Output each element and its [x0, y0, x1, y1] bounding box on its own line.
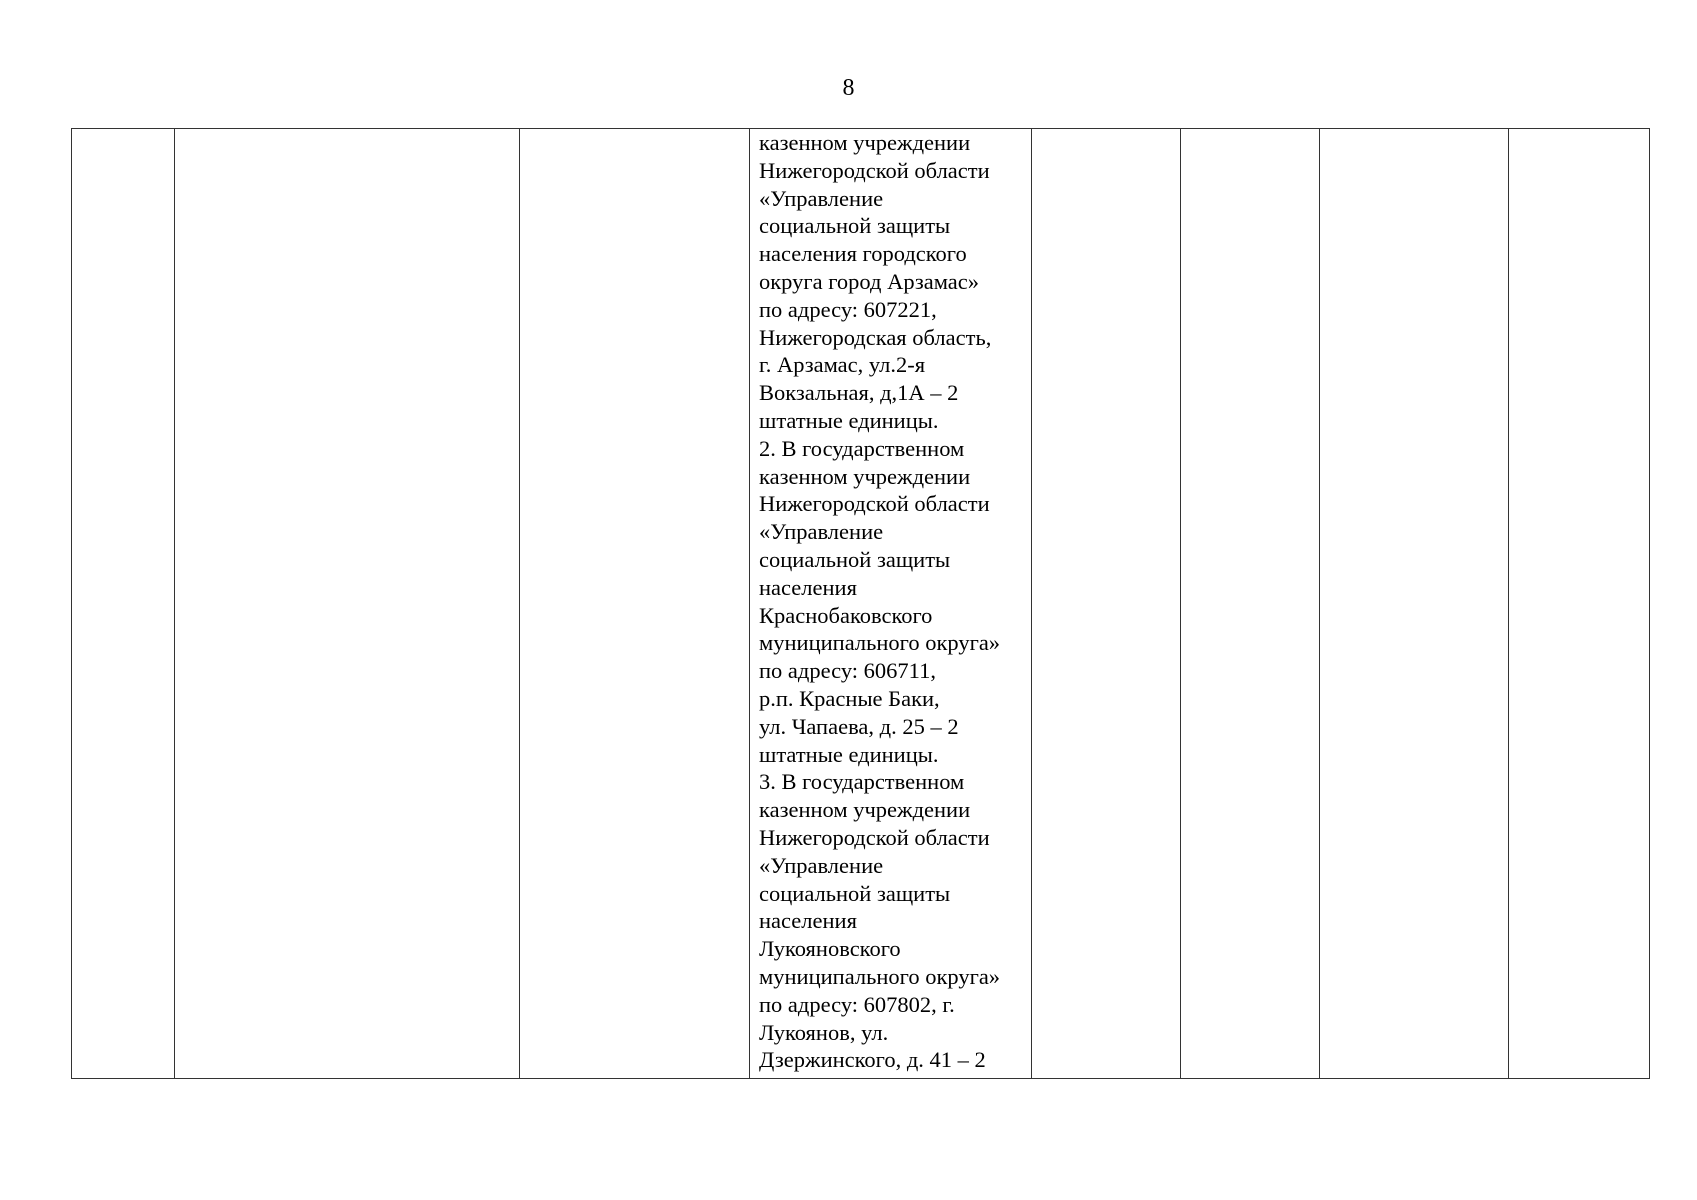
- document-table: [71, 128, 1650, 1079]
- text-line: муниципального округа»: [759, 963, 1001, 989]
- text-line: Нижегородской области: [759, 157, 990, 183]
- text-line: округа город Арзамас»: [759, 268, 980, 294]
- text-line: р.п. Красные Баки,: [759, 685, 940, 711]
- text-line: казенном учреждении: [759, 797, 971, 823]
- text-line: Нижегородская область,: [759, 324, 992, 350]
- text-line: Лукоянов, ул.: [759, 1019, 889, 1045]
- table-cell-col-3: [520, 129, 750, 1079]
- text-line: Нижегородской области: [759, 491, 990, 517]
- text-line: населения: [759, 908, 857, 934]
- text-line: социальной защиты: [759, 880, 951, 906]
- text-line: муниципального округа»: [759, 630, 1001, 656]
- text-line: социальной защиты: [759, 546, 951, 572]
- table-cell-col-7: [1320, 129, 1509, 1079]
- text-line: казенном учреждении: [759, 130, 971, 155]
- text-line: по адресу: 607802, г.: [759, 991, 955, 1017]
- table-cell-col-1: [72, 129, 175, 1079]
- table-row: [72, 129, 1650, 1079]
- text-line: казенном учреждении: [759, 463, 971, 489]
- text-line: штатные единицы.: [759, 741, 939, 767]
- text-line: Дзержинского, д. 41 – 2: [759, 1047, 986, 1073]
- text-line: «Управление: [759, 185, 884, 211]
- text-line: Краснобаковского: [759, 602, 933, 628]
- text-line: по адресу: 607221,: [759, 296, 937, 322]
- text-line: 2. В государственном: [759, 435, 965, 461]
- text-line: ул. Чапаева, д. 25 – 2: [759, 713, 959, 739]
- text-line: 3. В государственном: [759, 769, 965, 795]
- table-cell-col-2: [175, 129, 520, 1079]
- text-line: населения городского: [759, 241, 967, 267]
- text-line: Нижегородской области: [759, 824, 990, 850]
- text-line: «Управление: [759, 519, 884, 545]
- table-cell-col-6: [1181, 129, 1320, 1079]
- institution-description-text: [750, 129, 1031, 1074]
- text-line: Вокзальная, д,1А – 2: [759, 380, 959, 406]
- text-line: штатные единицы.: [759, 407, 939, 433]
- text-line: по адресу: 606711,: [759, 658, 936, 684]
- text-line: населения: [759, 574, 857, 600]
- table-cell-col-5: [1032, 129, 1181, 1079]
- page-number: 8: [842, 75, 855, 101]
- text-line: «Управление: [759, 852, 884, 878]
- text-line: социальной защиты: [759, 213, 951, 239]
- text-line: Лукояновского: [759, 936, 901, 962]
- table-cell-col-8: [1509, 129, 1650, 1079]
- table-cell-col-4: [750, 129, 1032, 1079]
- text-line: г. Арзамас, ул.2-я: [759, 352, 926, 378]
